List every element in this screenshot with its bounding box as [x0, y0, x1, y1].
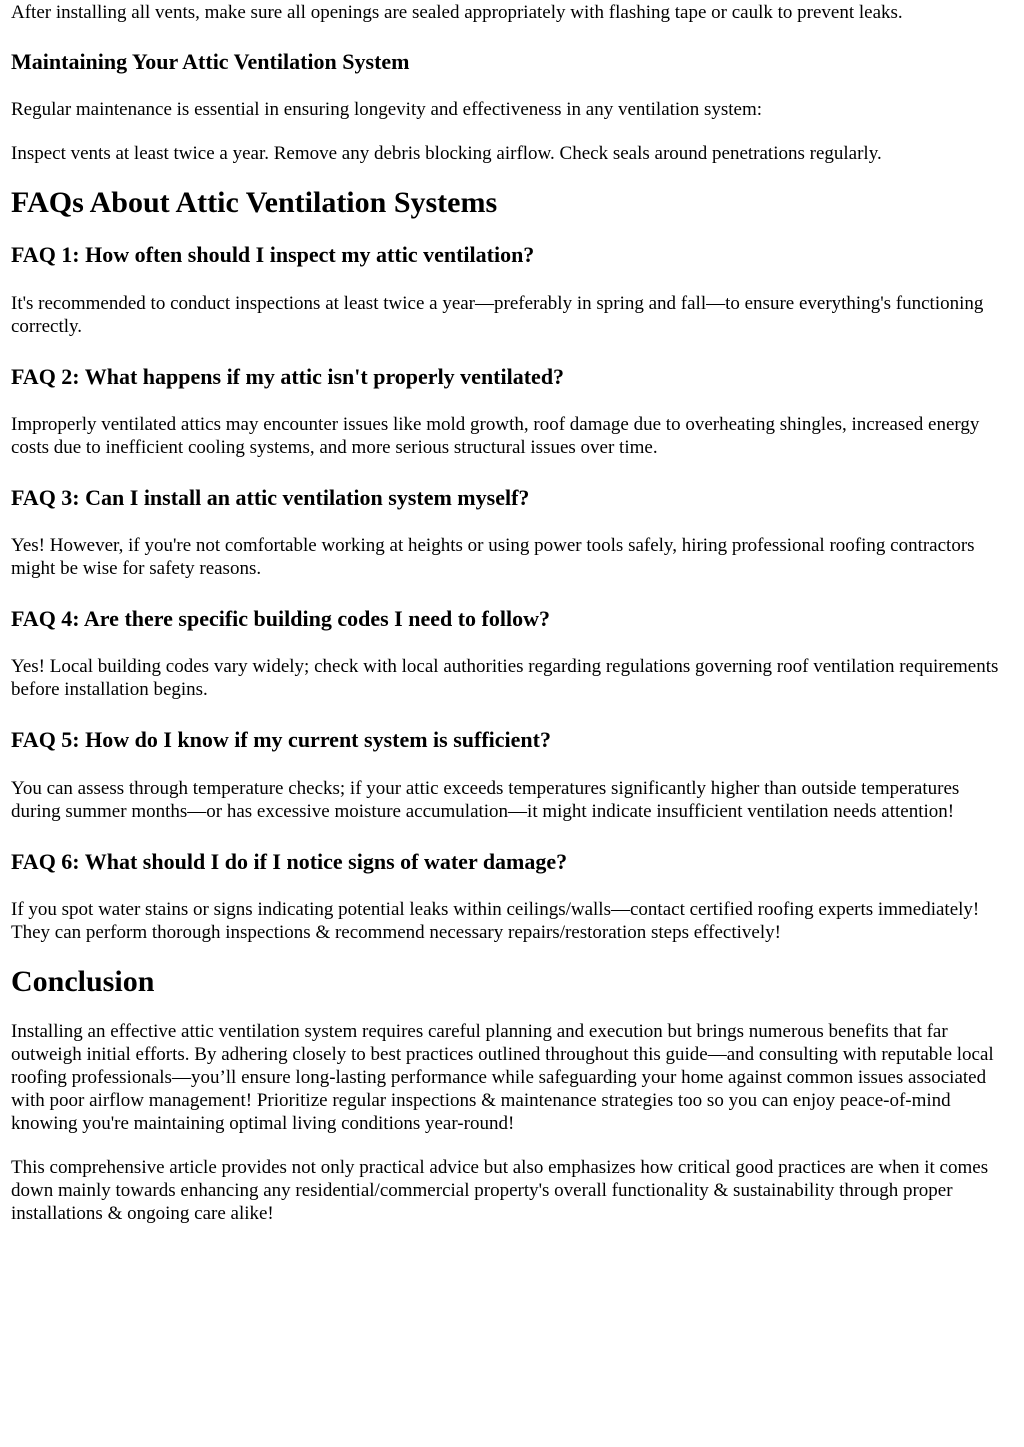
maintenance-tips-paragraph: Inspect vents at least twice a year. Remove any debris blocking airflow. Check seals around penetrations regularly. — [11, 143, 882, 164]
faq-6-answer: If you spot water stains or signs indicating potential leaks within ceilings/walls—contact certified roofing experts immediately! They can perform thorough inspections & recommend necessary repairs/restoration steps effectively! — [11, 899, 980, 943]
faq-3-question: FAQ 3: Can I install an attic ventilation system myself? — [11, 485, 530, 510]
faq-1-answer: It's recommended to conduct inspections at least twice a year—preferably in spring and fall—to ensure everything's functioning correctly. — [11, 293, 984, 337]
faq-6-question: FAQ 6: What should I do if I notice signs of water damage? — [11, 849, 568, 874]
vent-sealing-paragraph: After installing all vents, make sure all openings are sealed appropriately with flashing tape or caulk to prevent leaks. — [11, 2, 903, 23]
faq-1-question: FAQ 1: How often should I inspect my attic ventilation? — [11, 242, 535, 267]
faq-4-answer: Yes! Local building codes vary widely; check with local authorities regarding regulations governing roof ventilation requirements before installation begins. — [11, 656, 999, 700]
conclusion-heading: Conclusion — [11, 965, 155, 998]
faq-4-question: FAQ 4: Are there specific building codes I need to follow? — [11, 606, 550, 631]
faq-2-question: FAQ 2: What happens if my attic isn't properly ventilated? — [11, 364, 565, 389]
faq-2-answer: Improperly ventilated attics may encounter issues like mold growth, roof damage due to overheating shingles, increased energy costs due to inefficient cooling systems, and more serious structural issues over time. — [11, 414, 980, 458]
maintenance-intro-paragraph: Regular maintenance is essential in ensuring longevity and effectiveness in any ventilation system: — [11, 99, 763, 120]
faqs-heading: FAQs About Attic Ventilation Systems — [11, 186, 498, 219]
faq-5-question: FAQ 5: How do I know if my current system is sufficient? — [11, 727, 551, 752]
faq-3-answer: Yes! However, if you're not comfortable working at heights or using power tools safely, hiring professional roofing contractors might be wise for safety reasons. — [11, 535, 975, 579]
faq-5-answer: You can assess through temperature checks; if your attic exceeds temperatures significantly higher than outside temperatures during summer months—or has excessive moisture accumulation—it might indicate insufficient ventilation needs attention! — [11, 778, 960, 822]
maintenance-heading: Maintaining Your Attic Ventilation System — [11, 49, 410, 74]
conclusion-paragraph-2: This comprehensive article provides not only practical advice but also emphasizes how critical good practices are when it comes down mainly towards enhancing any residential/commercial property's overall functionality & sustainability through proper installations & ongoing care alike! — [11, 1157, 989, 1224]
article-body — [0, 1, 1024, 1225]
conclusion-paragraph-1: Installing an effective attic ventilation system requires careful planning and execution but brings numerous benefits that far outweigh initial efforts. By adhering closely to best practices outlined throughout this guide—and consulting with reputable local roofing professionals—you’ll ensure long-lasting performance while safeguarding your home against common issues associated with poor airflow management! Prioritize regular inspections & maintenance strategies too so you can enjoy peace-of-mind knowing you're maintaining optimal living conditions year-round! — [11, 1021, 994, 1134]
